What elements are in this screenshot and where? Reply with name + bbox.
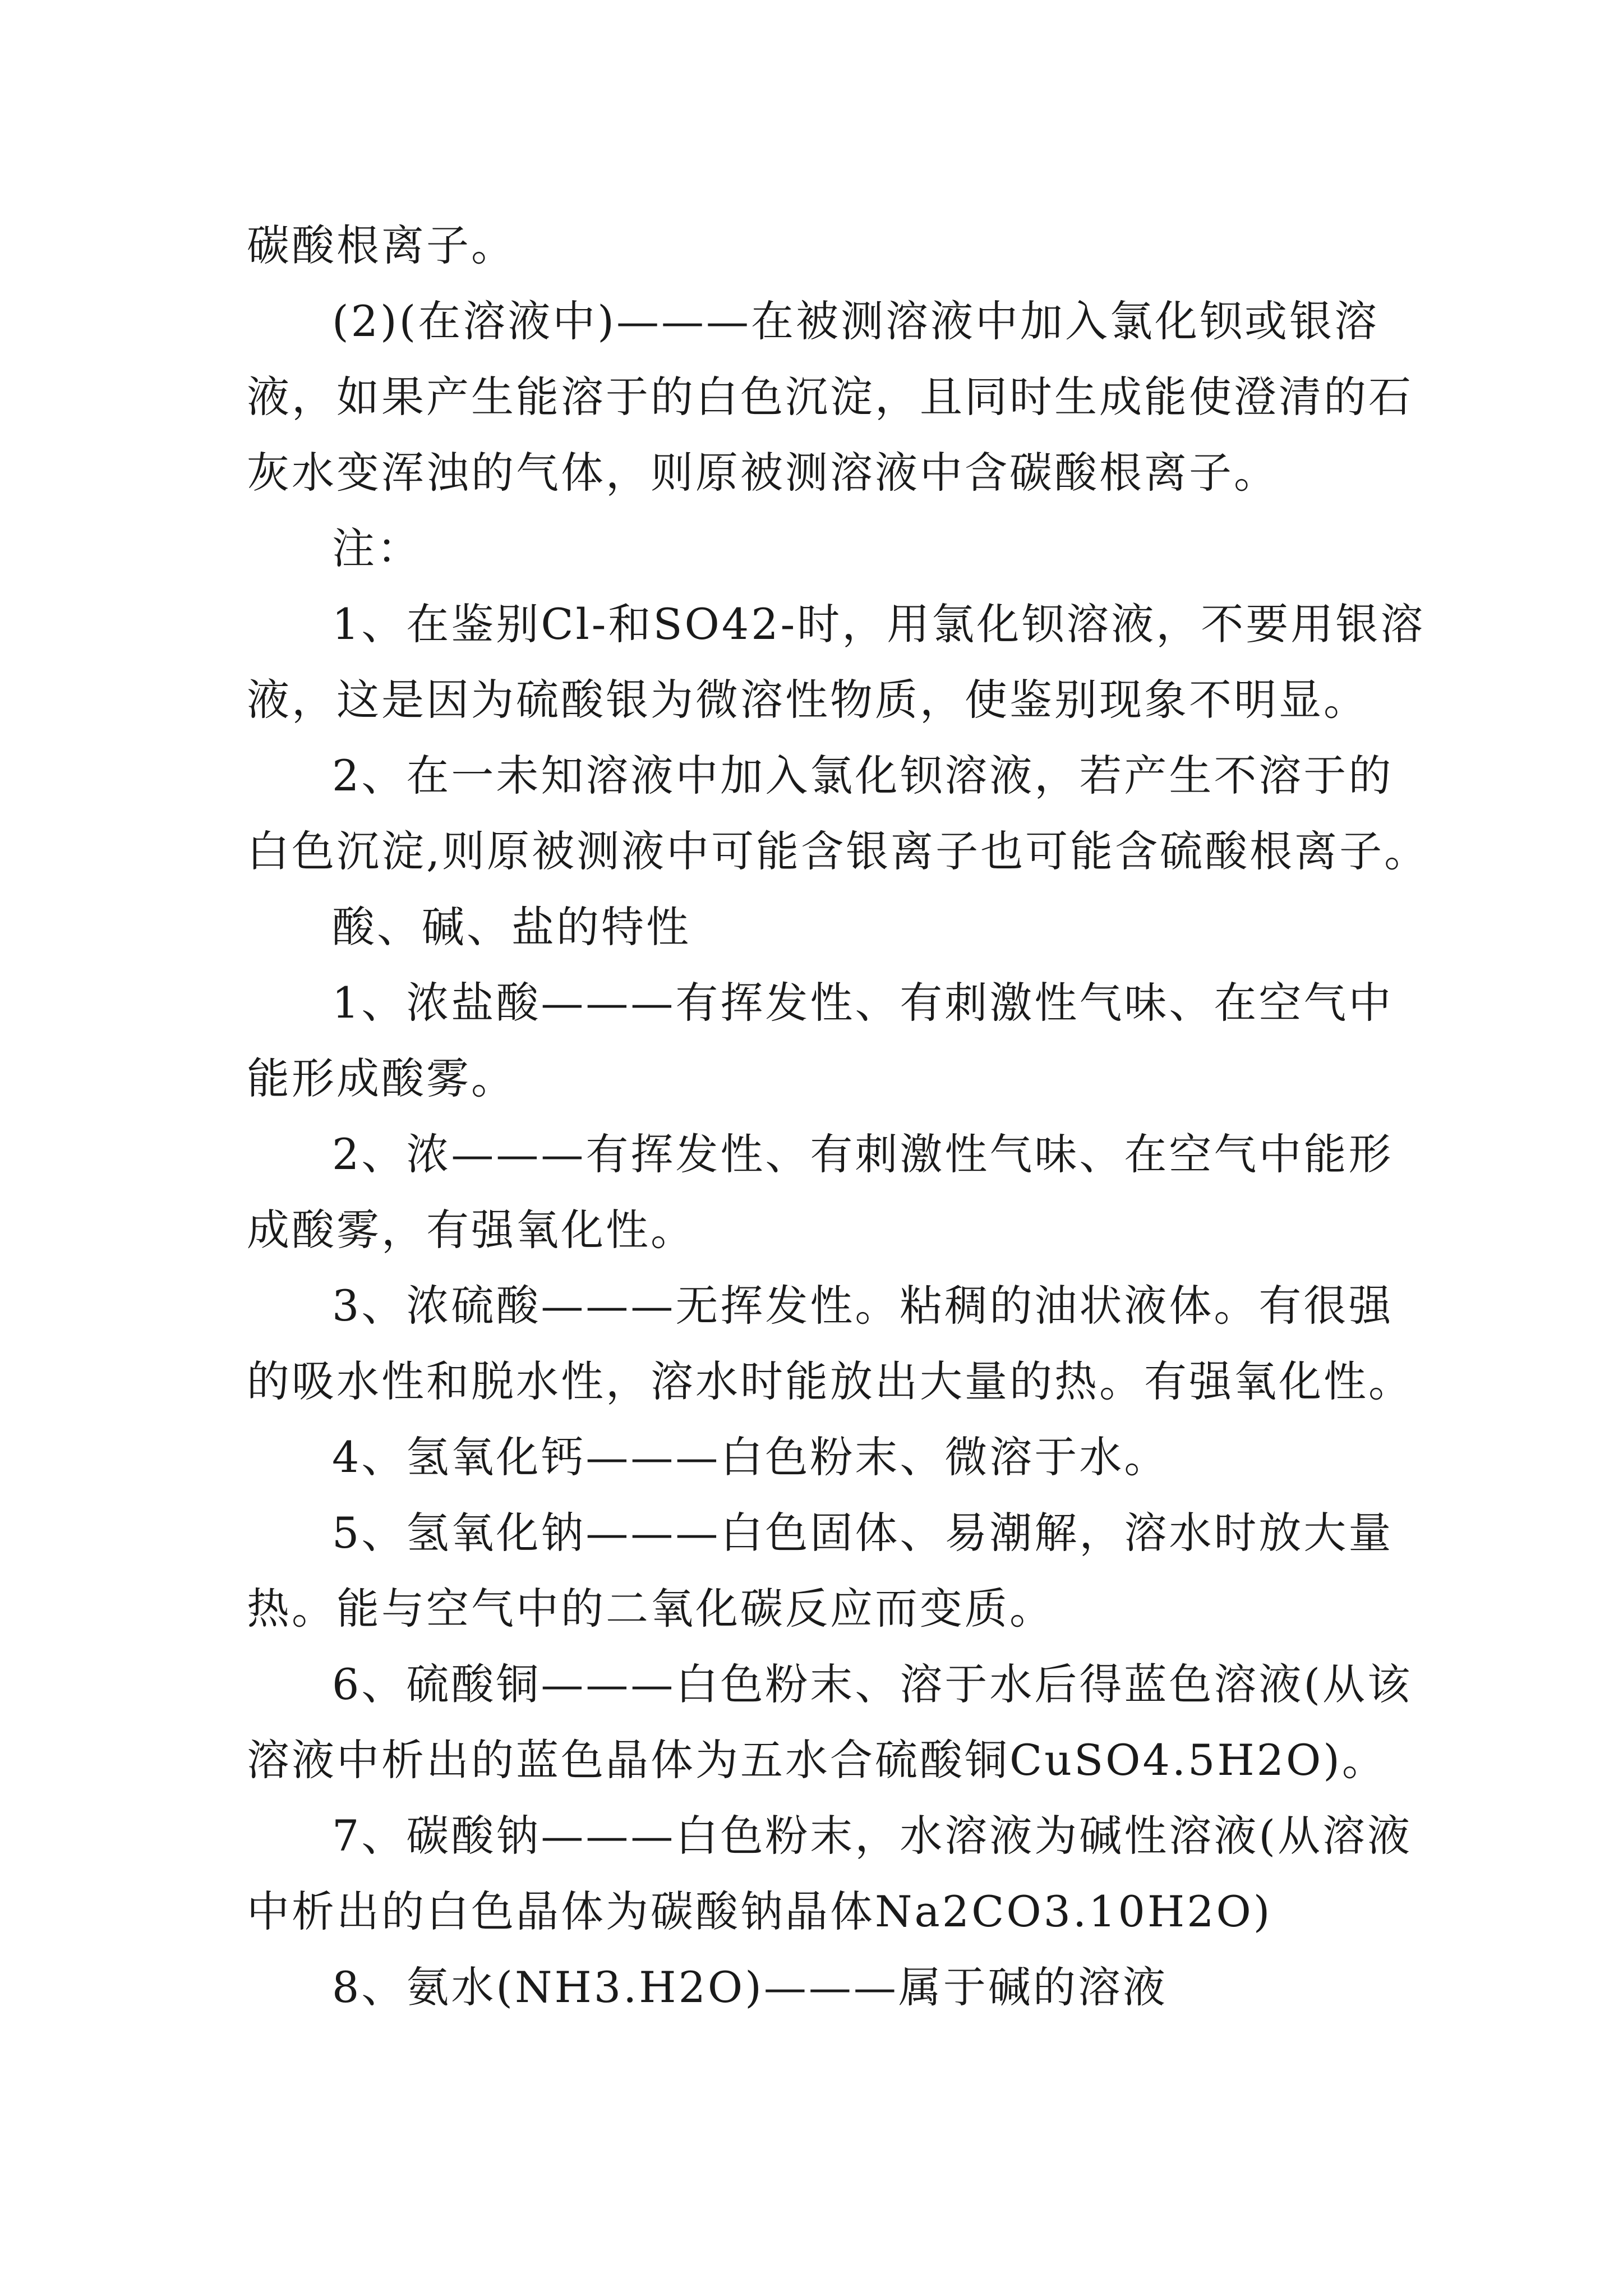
text-line: (2)(在溶液中)———在被测溶液中加入氯化钡或银溶: [332, 296, 1379, 346]
text-line: 1、在鉴别Cl-和SO42-时，用氯化钡溶液，不要用银溶: [332, 599, 1426, 649]
text-line: 4、氢氧化钙———白色粉末、微溶于水。: [332, 1432, 1169, 1482]
text-line: 3、浓硫酸———无挥发性。粘稠的油状液体。有很强: [332, 1281, 1394, 1331]
text-line: 2、浓———有挥发性、有刺激性气味、在空气中能形: [332, 1129, 1394, 1179]
text-line: 2、在一未知溶液中加入氯化钡溶液，若产生不溶于的: [332, 751, 1394, 800]
text-line: 6、硫酸铜———白色粉末、溶于水后得蓝色溶液(从该: [332, 1659, 1413, 1709]
text-line: 的吸水性和脱水性，溶水时能放出大量的热。有强氧化性。: [247, 1356, 1413, 1406]
text-line: 液，如果产生能溶于的白色沉淀，且同时生成能使澄清的石: [247, 372, 1413, 422]
note-heading: 注：: [332, 523, 422, 573]
section-heading: 酸、碱、盐的特性: [332, 902, 691, 952]
text-line: 热。能与空气中的二氧化碳反应而变质。: [247, 1584, 1054, 1634]
text-line: 成酸雾，有强氧化性。: [247, 1205, 695, 1255]
text-line: 1、浓盐酸———有挥发性、有刺激性气味、在空气中: [332, 978, 1394, 1028]
text-line: 中析出的白色晶体为碳酸钠晶体Na2CO3.10H2O): [247, 1887, 1272, 1936]
text-line: 能形成酸雾。: [247, 1053, 516, 1103]
text-line: 碳酸根离子。: [247, 220, 516, 270]
text-line: 8、氨水(NH3.H2O)———属于碱的溶液: [332, 1962, 1168, 2012]
text-line: 液，这是因为硫酸银为微溶性物质，使鉴别现象不明显。: [247, 675, 1368, 725]
text-line: 白色沉淀,则原被测液中可能含银离子也可能含硫酸根离子。: [247, 826, 1430, 876]
text-line: 7、碳酸钠———白色粉末，水溶液为碱性溶液(从溶液: [332, 1811, 1413, 1861]
text-line: 灰水变浑浊的气体，则原被测溶液中含碳酸根离子。: [247, 448, 1279, 498]
text-line: 溶液中析出的蓝色晶体为五水合硫酸铜CuSO4.5H2O)。: [247, 1735, 1387, 1785]
text-line: 5、氢氧化钠———白色固体、易潮解，溶水时放大量: [332, 1508, 1394, 1558]
